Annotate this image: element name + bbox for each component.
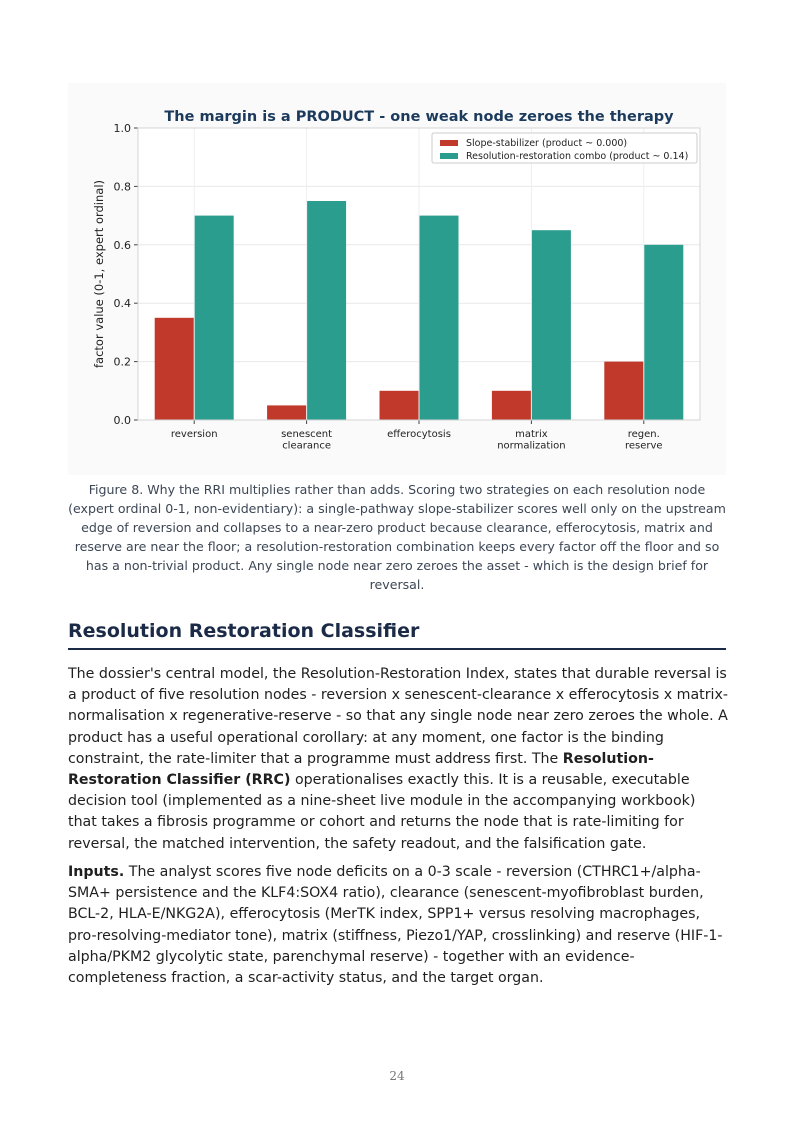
bar-resolution-combo — [307, 201, 346, 420]
x-tick-label: reversion — [170, 429, 218, 440]
figure-panel — [68, 83, 726, 475]
bar-resolution-combo — [532, 230, 571, 420]
y-tick-label: 1.0 — [113, 122, 131, 135]
x-tick-label: senescent — [281, 429, 333, 440]
legend-swatch — [440, 140, 458, 146]
bar-slope-stabilizer — [380, 391, 419, 420]
legend — [432, 133, 697, 163]
paragraph-text: The analyst scores five node deficits on a 0-3 scale - reversion (CTHRC1+/alpha-SMA+ persistence and the KLF4:SOX4 ratio), clearance (senescent-myofibroblast burden, BCL-2, HLA-E/NKG2A), efferocytosis (MerTK index, SPP1+ versus resolving macrophages, pro-resolving-mediator tone), matrix (stiffness, Piezo1/YAP, crosslinking) and reserve (HIF-1-alpha/PKM2 glycolytic state, parenchymal reserve) - together with an evidence-completeness fraction, a scar-activity status, and the target organ. — [68, 864, 723, 987]
inputs-lead: Inputs. — [68, 864, 125, 880]
body-paragraph-intro — [68, 664, 728, 855]
x-tick-label: reserve — [625, 440, 663, 452]
y-tick-label: 0.2 — [113, 355, 131, 369]
bar-slope-stabilizer — [267, 405, 306, 420]
y-tick-label: 0.0 — [113, 414, 131, 427]
figure-caption: Figure 8. Why the RRI multiplies rather than adds. Scoring two strategies on each resolution node (expert ordinal 0-1, non-evidentiary): a single-pathway slope-stabilizer scores well only on the upstream edge of reversion and collapses to a near-zero product because clearance, efferocytosis, matrix and reserve are near the floor; a resolution-restoration combination keeps every factor off the floor and so has a non-trivial product. Any single node near zero zeroes the asset - which is the design brief for reversal. — [68, 482, 726, 592]
page-number: 24 — [389, 1069, 405, 1083]
bar-resolution-combo — [644, 245, 683, 420]
body-paragraph-inputs — [68, 862, 728, 989]
x-tick-label: normalization — [497, 440, 566, 452]
legend-label: Resolution-restoration combo (product ~ 0.14) — [466, 151, 689, 162]
paragraph-text: operationalises exactly this. It is a reusable, executable decision tool (implemented as a nine-sheet live module in the accompanying workbook) that takes a fibrosis programme or cohort and returns the node that is rate-limiting for reversal, the matched intervention, the safety readout, and the falsification gate. — [68, 772, 696, 852]
chart-title: The margin is a PRODUCT - one weak node zeroes the therapy — [164, 109, 674, 125]
x-tick-label: matrix — [515, 429, 548, 440]
bar-resolution-combo — [195, 216, 234, 420]
y-axis-label: factor value (0-1, expert ordinal) — [92, 179, 106, 369]
x-tick-label: clearance — [282, 440, 331, 452]
x-tick-label: efferocytosis — [387, 429, 451, 440]
rrc-term: Resolution-Restoration Classifier (RRC) — [68, 750, 654, 789]
section-title: Resolution Restoration Classifier — [68, 620, 726, 650]
legend-label: Slope-stabilizer (product ~ 0.000) — [466, 138, 628, 149]
bar-resolution-combo — [420, 216, 459, 420]
x-tick-label: regen. — [627, 429, 660, 440]
bar-slope-stabilizer — [492, 391, 531, 420]
bar-slope-stabilizer — [604, 362, 643, 420]
bar-slope-stabilizer — [155, 318, 194, 420]
y-tick-label: 0.6 — [113, 238, 131, 252]
paragraph-text: The dossier's central model, the Resolution-Restoration Index, states that durable reversal is a product of five resolution nodes - reversion x senescent-clearance x efferocytosis x matrix-normalisation x regenerative-reserve - so that any single node near zero zeroes the whole. A product has a useful operational corollary: at any moment, one factor is the binding constraint, the rate-limiter that a programme must address first. The — [68, 666, 728, 767]
bar-chart — [68, 83, 726, 475]
y-tick-label: 0.4 — [113, 297, 131, 311]
y-tick-label: 0.8 — [113, 180, 131, 194]
legend-swatch — [440, 153, 458, 159]
